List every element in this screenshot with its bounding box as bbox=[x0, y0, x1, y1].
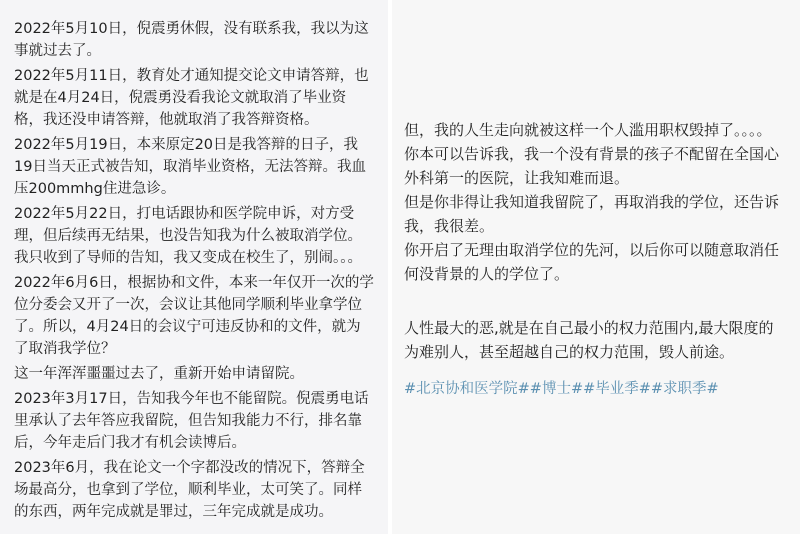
post-paragraph: 2022年5月10日，倪震勇休假，没有联系我，我以为这事就过去了。 bbox=[14, 21, 369, 59]
quote-paragraph: 人性最大的恶,就是在自己最小的权力范围内,最大限度的为难别人，甚至超越自己的权力范围，毁人前途。 bbox=[404, 319, 774, 361]
post-paragraph: 2023年3月17日，告知我今年也不能留院。倪震勇电话里承认了去年答应我留院，但告知我能力不行，排名靠后，今年走后门我才有机会读博后。 bbox=[14, 391, 369, 451]
paragraph-gap bbox=[404, 286, 786, 316]
post-paragraph: 2022年6月6日，根据协和文件，本来一年仅开一次的学位分委会又开了一次，会议让其他同学顺利毕业拿学位了。所以，4月24日的会议宁可违反协和的文件，就为了取消我学位？ bbox=[14, 275, 374, 357]
post-paragraph: 你本可以告诉我，我一个没有背景的孩子不配留在全国心外科第一的医院，让我知难而退。 bbox=[404, 145, 780, 187]
post-paragraph: 这一年浑浑噩噩过去了，重新开始申请留院。 bbox=[14, 366, 304, 382]
post-paragraph: 但，我的人生走向就被这样一个人滥用职权毁掉了。。。。 bbox=[404, 121, 772, 139]
post-paragraph: 2022年5月19日，本来原定20日是我答辩的日子，我19日当天正式被告知，取消毕业资格，无法答辩。我血压200mmhg住进急诊。 bbox=[14, 137, 366, 197]
post-paragraph: 你开启了无理由取消学位的先河，以后你可以随意取消任何没背景的人的学位了。 bbox=[404, 241, 780, 283]
post-paragraph: 但是你非得让我知道我留院了，再取消我的学位，还告诉我，我很差。 bbox=[404, 193, 780, 235]
post-paragraph: 2022年5月11日，教育处才通知提交论文申请答辩，也就是在4月24日，倪震勇没看我论文就取消了毕业资格，我还没申请答辩，他就取消了我答辩资格。 bbox=[14, 68, 369, 128]
right-post-panel bbox=[392, 0, 800, 534]
hashtag-links[interactable]: #北京协和医学院##博士##毕业季##求职季# bbox=[404, 381, 719, 397]
left-post-panel bbox=[0, 0, 388, 534]
post-paragraph: 2023年6月，我在论文一个字都没改的情况下，答辩全场最高分，也拿到了学位，顺利毕业，太可笑了。同样的东西，两年完成就是罪过，三年完成就是成功。 bbox=[14, 460, 365, 520]
post-paragraph: 2022年5月22日，打电话跟协和医学院申诉，对方受理，但后续再无结果，也没告知我为什么被取消学位。我只收到了导师的告知，我又变成在校生了，别闹。。。 bbox=[14, 206, 362, 266]
